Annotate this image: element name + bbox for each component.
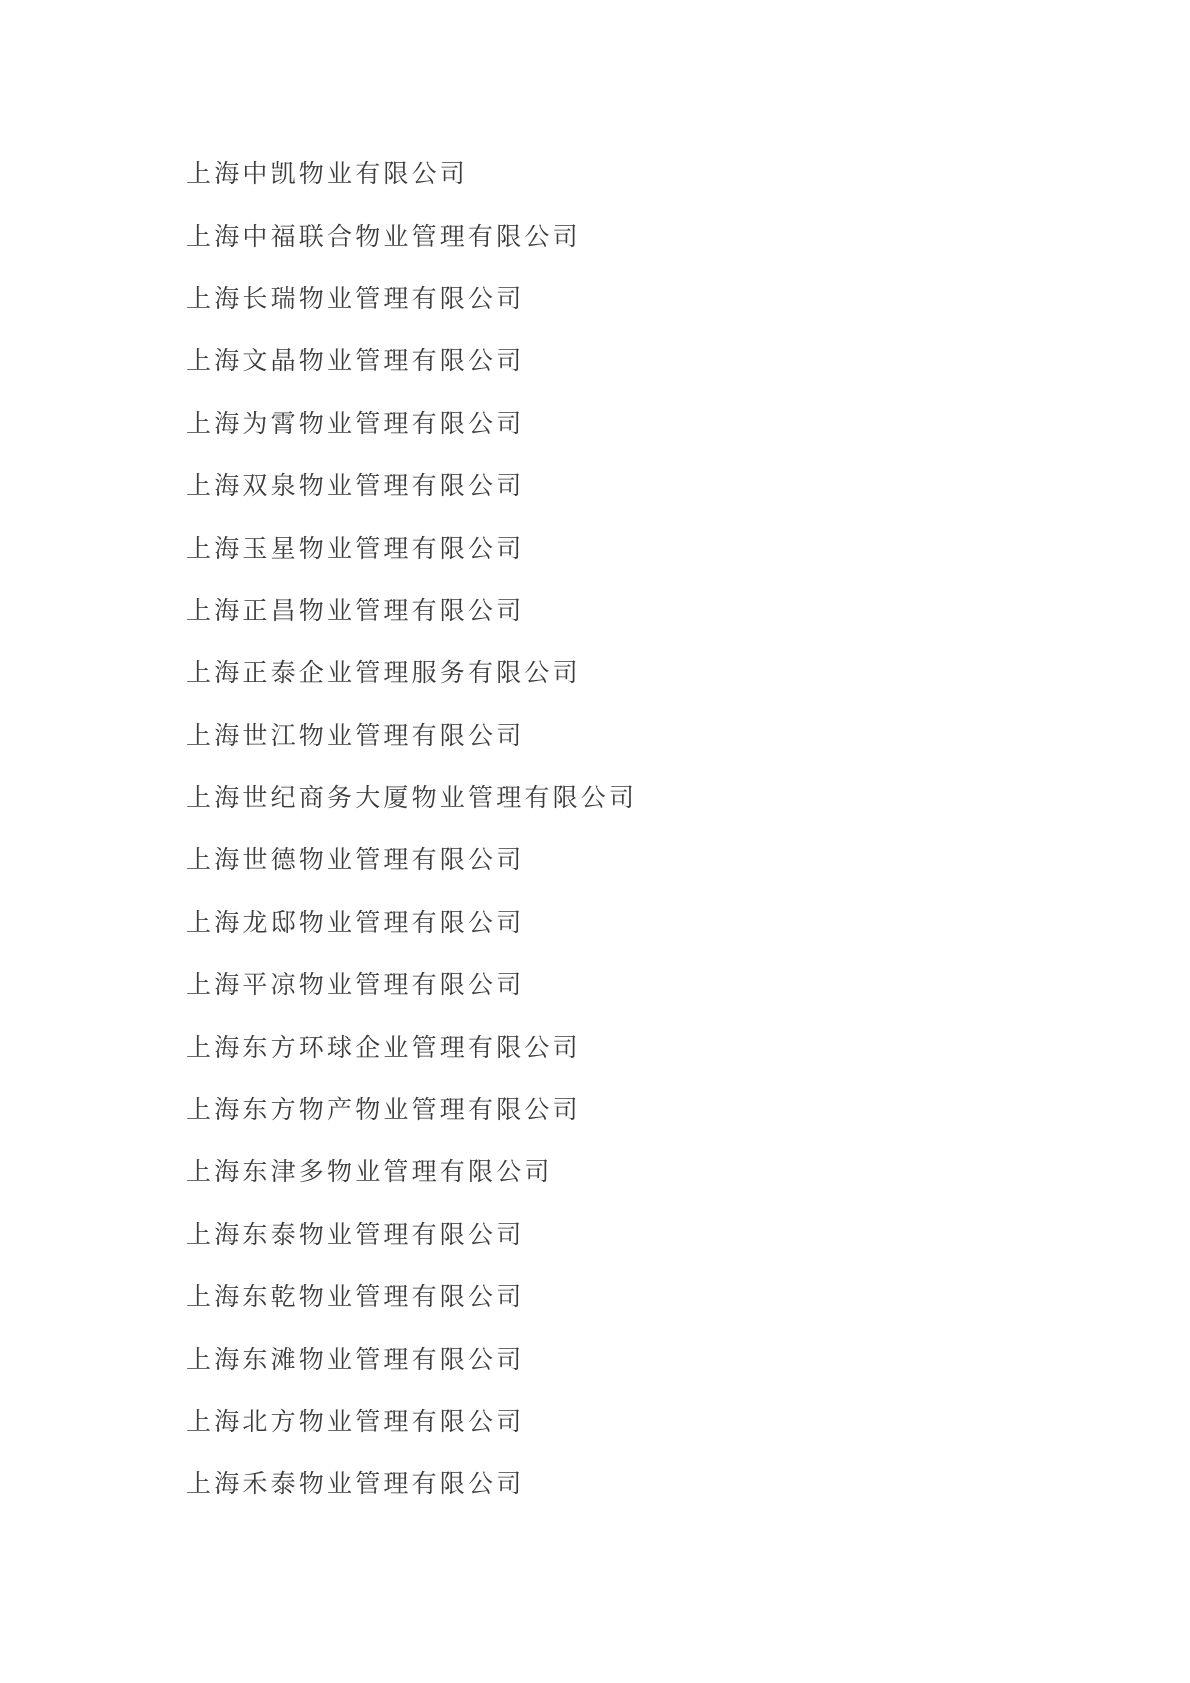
company-list-item: 上海禾泰物业管理有限公司 <box>186 1471 525 1499</box>
company-list-item: 上海东方物产物业管理有限公司 <box>186 1097 581 1125</box>
company-list-item: 上海世德物业管理有限公司 <box>186 847 525 875</box>
company-list-item: 上海长瑞物业管理有限公司 <box>186 285 525 313</box>
company-list-item: 上海东滩物业管理有限公司 <box>186 1346 525 1374</box>
company-list-item: 上海正泰企业管理服务有限公司 <box>186 660 581 688</box>
company-list-item: 上海正昌物业管理有限公司 <box>186 597 525 625</box>
company-list-item: 上海世江物业管理有限公司 <box>186 722 525 750</box>
company-list-item: 上海龙邸物业管理有限公司 <box>186 909 525 937</box>
company-list-item: 上海平凉物业管理有限公司 <box>186 972 525 1000</box>
company-list-item: 上海文晶物业管理有限公司 <box>186 348 525 376</box>
company-list-item: 上海玉星物业管理有限公司 <box>186 535 525 563</box>
company-list-item: 上海中福联合物业管理有限公司 <box>186 223 581 251</box>
company-list-item: 上海东津多物业管理有限公司 <box>186 1159 553 1187</box>
company-list-item: 上海双泉物业管理有限公司 <box>186 473 525 501</box>
company-list-item: 上海北方物业管理有限公司 <box>186 1409 525 1436</box>
company-list <box>186 141 1070 1514</box>
company-list-item: 上海世纪商务大厦物业管理有限公司 <box>186 785 638 813</box>
company-list-item: 上海东乾物业管理有限公司 <box>186 1284 525 1312</box>
company-list-item: 上海为霄物业管理有限公司 <box>186 410 525 438</box>
company-list-item: 上海东方环球企业管理有限公司 <box>186 1034 581 1062</box>
company-list-item: 上海东泰物业管理有限公司 <box>186 1221 525 1249</box>
company-list-item: 上海中凯物业有限公司 <box>186 161 469 189</box>
